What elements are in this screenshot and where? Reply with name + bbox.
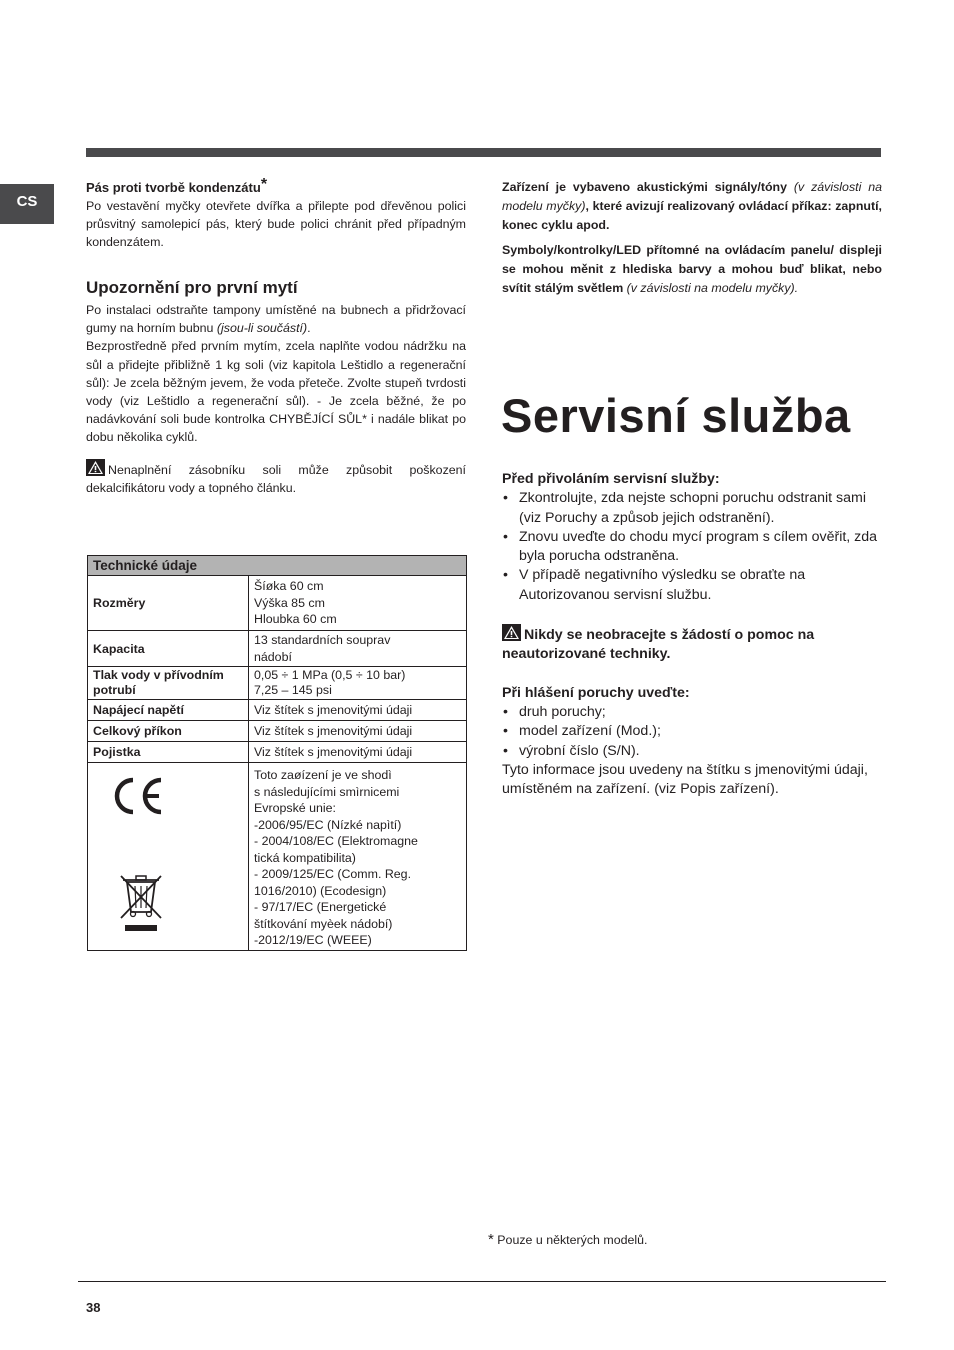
- table-header: Technické údaje: [88, 556, 467, 576]
- first-wash-title: Upozornění pro první mytí: [86, 278, 298, 297]
- row-value: Šíøka 60 cm Výška 85 cm Hloubka 60 cm: [249, 576, 467, 631]
- salt-warning: Nenaplnění zásobníku soli může způsobit poškození dekalcifikátoru vody a topného článku.: [86, 459, 466, 497]
- row-value: 13 standardních souprav nádobí: [249, 631, 467, 667]
- report-list: [502, 703, 882, 761]
- table-row: [88, 667, 467, 700]
- row-value: Viz štítek s jmenovitými údaji: [249, 742, 467, 763]
- language-tab: CS: [0, 184, 54, 224]
- table-row: [88, 721, 467, 742]
- service-title: Servisní služba: [501, 389, 851, 442]
- row-value: Viz štítek s jmenovitými údaji: [249, 721, 467, 742]
- page-number: 38: [86, 1300, 101, 1315]
- row-label: Napájecí napětí: [88, 700, 249, 721]
- row-label: Kapacita: [88, 631, 249, 667]
- first-wash-section: [86, 278, 466, 497]
- before-title: Před přivoláním servisní služby:: [502, 471, 720, 487]
- before-calling-section: [502, 470, 882, 799]
- condensation-title: Pás proti tvorbě kondenzátu*: [86, 176, 268, 195]
- list-item: • Znovu uveďte do chodu mycí program s cílem ověřit, zda byla porucha odstraněna.: [502, 528, 882, 567]
- first-wash-p2: Bezprostředně před prvním mytím, zcela naplňte vodou nádržku na sůl a přidejte přibližně 1 kg soli (viz kapitola Leštidlo a regenerační sůl): Je zcela běžným jevem, že voda přeteče. Zvolte stupeň tvrdosti vody (viz Leštidlo a regenerační sůl). - Je zcela běžné, že po nadávkování soli bude kontrolka CHYBĚJÍCÍ SŮL* i nadále blikat po dobu několika cyklů.: [86, 339, 466, 445]
- table-row: [88, 576, 467, 631]
- row-value: 0,05 ÷ 1 MPa (0,5 ÷ 10 bar) 7,25 – 145 psi: [249, 667, 467, 700]
- row-label: Celkový příkon: [88, 721, 249, 742]
- asterisk: *: [260, 176, 268, 193]
- list-item: • model zařízení (Mod.);: [502, 722, 882, 741]
- row-label: Rozměry: [88, 576, 249, 631]
- footnote: * Pouze u některých modelů.: [488, 1231, 648, 1248]
- report-title: Při hlášení poruchy uveďte:: [502, 684, 690, 701]
- table-row: [88, 742, 467, 763]
- weee-crossed-bin-icon: [119, 874, 163, 934]
- table-row: [88, 700, 467, 721]
- report-note: Tyto informace jsou uvedeny na štítku s jmenovitými údaji, umístěném na zařízení. (viz Popis zařízení).: [502, 761, 868, 798]
- compliance-marks-cell: [88, 763, 249, 951]
- list-item: • Zkontrolujte, zda nejste schopni poruchu odstranit sami (viz Poruchy a způsob jejich odstranění).: [502, 489, 882, 528]
- warning-icon: [502, 624, 521, 641]
- warning-icon: [86, 459, 105, 476]
- condensation-text: Po vestavění myčky otevřete dvířka a přilepte pod dřevěnou polici průsvitný samolepicí pás, který bude polici chránit před případným kondenzátem.: [86, 199, 466, 250]
- row-label: Pojistka: [88, 742, 249, 763]
- before-list: [502, 489, 882, 605]
- row-label: Tlak vody v přívodním potrubí: [88, 667, 249, 700]
- top-divider-bar: [86, 148, 881, 157]
- never-warning: Nikdy se neobracejte s žádostí o pomoc na neautorizované techniky.: [502, 624, 882, 665]
- compliance-row: [88, 763, 467, 951]
- list-item: • V případě negativního výsledku se obraťte na Autorizovanou servisní službu.: [502, 566, 882, 605]
- table-row: [88, 631, 467, 667]
- first-wash-p1: Po instalaci odstraňte tampony umístěné na bubnech a přidržovací gumy na horním bubnu (jsou-li součástí).: [86, 303, 466, 336]
- bottom-divider: [78, 1281, 886, 1282]
- acoustic-signals-note: Zařízení je vybaveno akustickými signály/tóny (v závislosti na modelu myčky), které avizují realizovaný ovládací příkaz: zapnutí, konec cyklu apod.: [502, 180, 882, 232]
- compliance-text: Toto zaøízení je ve shodì s následujícími smìrnicemi Evropské unie: -2006/95/EC (Nízké napìtí) - 2004/108/EC (Elektromagne tická kompatibilita) - 2009/125/EC (Comm. Reg. 1016/2010) (Ecodesign) - 97/17/EC (Energetické štítkování myèek nádobí) -2012/19/EC (WEEE): [249, 763, 467, 951]
- symbols-note: Symboly/kontrolky/LED přítomné na ovládacím panelu/ displeji se mohou měnit z hlediska barvy a mohou buď blikat, nebo svítit stálým světlem (v závislosti na modelu myčky).: [502, 243, 882, 295]
- row-value: Viz štítek s jmenovitými údaji: [249, 700, 467, 721]
- technical-specs-table: [87, 555, 467, 951]
- condensation-section: [86, 176, 466, 252]
- ce-mark-icon: [111, 776, 165, 816]
- list-item: • druh poruchy;: [502, 703, 882, 722]
- list-item: • výrobní číslo (S/N).: [502, 742, 882, 761]
